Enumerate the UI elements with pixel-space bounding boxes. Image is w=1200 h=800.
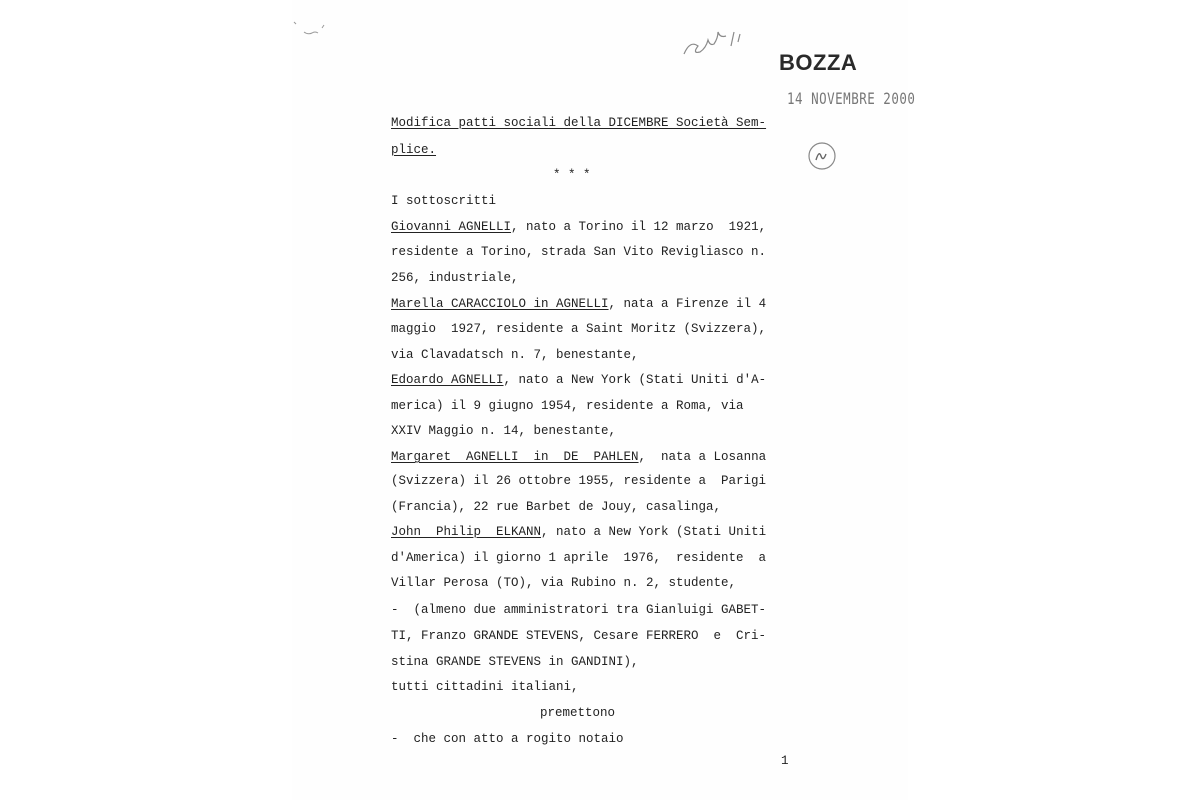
person-details-line: (Francia), 22 rue Barbet de Jouy, casalinga, xyxy=(391,500,722,514)
page-number: 1 xyxy=(781,754,789,768)
person-name: John Philip ELKANN xyxy=(391,525,542,539)
citizens-line: tutti cittadini italiani, xyxy=(391,680,579,694)
premettono-heading: premettono xyxy=(540,706,616,720)
person-details-line: Villar Perosa (TO), via Rubino n. 2, studente, xyxy=(391,576,737,590)
document-title-line-2: plice. xyxy=(391,143,437,157)
person-name: Margaret AGNELLI in DE PAHLEN xyxy=(391,450,639,464)
person-details-line: (Svizzera) il 26 ottobre 1955, residente a Parigi xyxy=(391,474,767,488)
person-entry-line xyxy=(391,450,766,464)
person-entry-line xyxy=(391,373,766,387)
person-details: , nata a Firenze il 4 xyxy=(608,297,767,311)
person-name: Edoardo AGNELLI xyxy=(391,373,504,387)
person-details-line: maggio 1927, residente a Saint Moritz (Svizzera), xyxy=(391,322,767,336)
person-details: , nato a New York (Stati Uniti d'A- xyxy=(503,373,767,387)
person-entry-line xyxy=(391,525,766,539)
person-details-line: merica) il 9 giugno 1954, residente a Roma, via xyxy=(391,399,744,413)
stamp-date: 14 NOVEMBRE 2000 xyxy=(787,89,916,108)
draft-stamp: BOZZA xyxy=(779,50,858,75)
last-line: - che con atto a rogito notaio xyxy=(391,732,624,746)
person-entry-line xyxy=(391,297,766,311)
person-name: Marella CARACCIOLO in AGNELLI xyxy=(391,297,609,311)
person-entry-line xyxy=(391,220,766,234)
person-details-line: via Clavadatsch n. 7, benestante, xyxy=(391,348,639,362)
separator-stars: * * * xyxy=(553,168,591,182)
administrators-line: stina GRANDE STEVENS in GANDINI), xyxy=(391,655,639,669)
person-details: , nato a Torino il 12 marzo 1921, xyxy=(511,220,767,234)
person-details-line: residente a Torino, strada San Vito Revigliasco n. xyxy=(391,245,767,259)
administrators-line: - (almeno due amministratori tra Gianluigi GABET- xyxy=(391,603,767,617)
handwritten-mark-left xyxy=(290,18,340,48)
person-details: , nata a Losanna xyxy=(638,450,767,464)
person-name: Giovanni AGNELLI xyxy=(391,220,512,234)
person-details-line: 256, industriale, xyxy=(391,271,519,285)
document-title-line-1: Modifica patti sociali della DICEMBRE Società Sem- xyxy=(391,116,767,130)
circled-initial-mark xyxy=(806,140,840,174)
administrators-line: TI, Franzo GRANDE STEVENS, Cesare FERRERO e Cri- xyxy=(391,629,767,643)
handwritten-initials xyxy=(678,26,768,62)
intro-text: I sottoscritti xyxy=(391,194,497,208)
person-details-line: d'America) il giorno 1 aprile 1976, residente a xyxy=(391,551,767,565)
person-details: , nato a New York (Stati Uniti xyxy=(541,525,767,539)
person-details-line: XXIV Maggio n. 14, benestante, xyxy=(391,424,617,438)
